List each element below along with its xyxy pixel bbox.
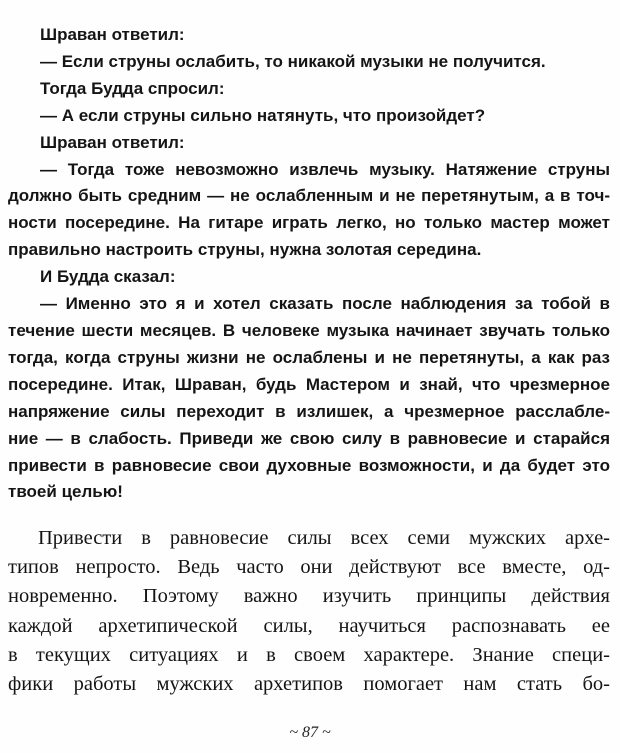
dialogue-line: — Если струны ослабить, то никакой музыки не получится. bbox=[40, 51, 546, 71]
dialogue-line: должно быть средним — не ослабленным и не перетянутым, а в точ- bbox=[8, 186, 610, 206]
body-paragraph bbox=[8, 524, 610, 699]
paragraph-line: Привести в равновесие силы всех семи мужских архе- bbox=[38, 527, 610, 549]
dialogue-line: — А если струны сильно натянуть, что произойдет? bbox=[40, 105, 486, 125]
dialogue-line: — Тогда тоже невозможно извлечь музыку. Натяжение струны bbox=[40, 159, 610, 179]
paragraph-line: типов непросто. Ведь часто они действуют все вместе, од- bbox=[8, 556, 610, 579]
dialogue-line: течение шести месяцев. В человеке музыка начинает звучать только bbox=[8, 320, 610, 340]
dialogue-line: посередине. Итак, Шраван, будь Мастером и знай, что чрезмерное bbox=[8, 374, 610, 394]
dialogue-line: ние — в слабость. Приведи же свою силу в равновесие и старайся bbox=[8, 428, 610, 448]
paragraph-line: в текущих ситуациях и в своем характере. Знание специ- bbox=[8, 643, 610, 666]
dialogue-line: И Будда сказал: bbox=[40, 267, 176, 287]
paragraph-line: фики работы мужских архетипов помогает нам стать бо- bbox=[8, 673, 610, 696]
dialogue-line: — Именно это я и хотел сказать после наблюдения за тобой в bbox=[40, 294, 610, 314]
dialogue-line: Шраван ответил: bbox=[40, 25, 185, 44]
paragraph-line: новременно. Поэтому важно изучить принципы действия bbox=[8, 585, 610, 608]
dialogue-line: тогда, когда струны жизни не ослаблены и не перетянуты, а как раз bbox=[8, 347, 610, 367]
dialogue-line: напряжение силы переходит в излишек, а чрезмерное расслабле- bbox=[8, 401, 610, 421]
parable-dialogue bbox=[8, 22, 610, 506]
dialogue-line: привести в равновесие свои духовные возможности, и да будет это bbox=[8, 455, 610, 475]
dialogue-line: Тогда Будда спросил: bbox=[40, 78, 225, 98]
page-number: ~ 87 ~ bbox=[289, 724, 331, 741]
dialogue-line: Шраван ответил: bbox=[40, 132, 185, 152]
paragraph-line: каждой архетипической силы, научиться распознавать ее bbox=[8, 614, 610, 637]
dialogue-line: ности посередине. На гитаре играть легко, но только мастер может bbox=[8, 213, 610, 233]
dialogue-line: правильно настроить струны, нужна золотая середина. bbox=[8, 240, 482, 260]
dialogue-line: твоей целью! bbox=[8, 482, 123, 502]
